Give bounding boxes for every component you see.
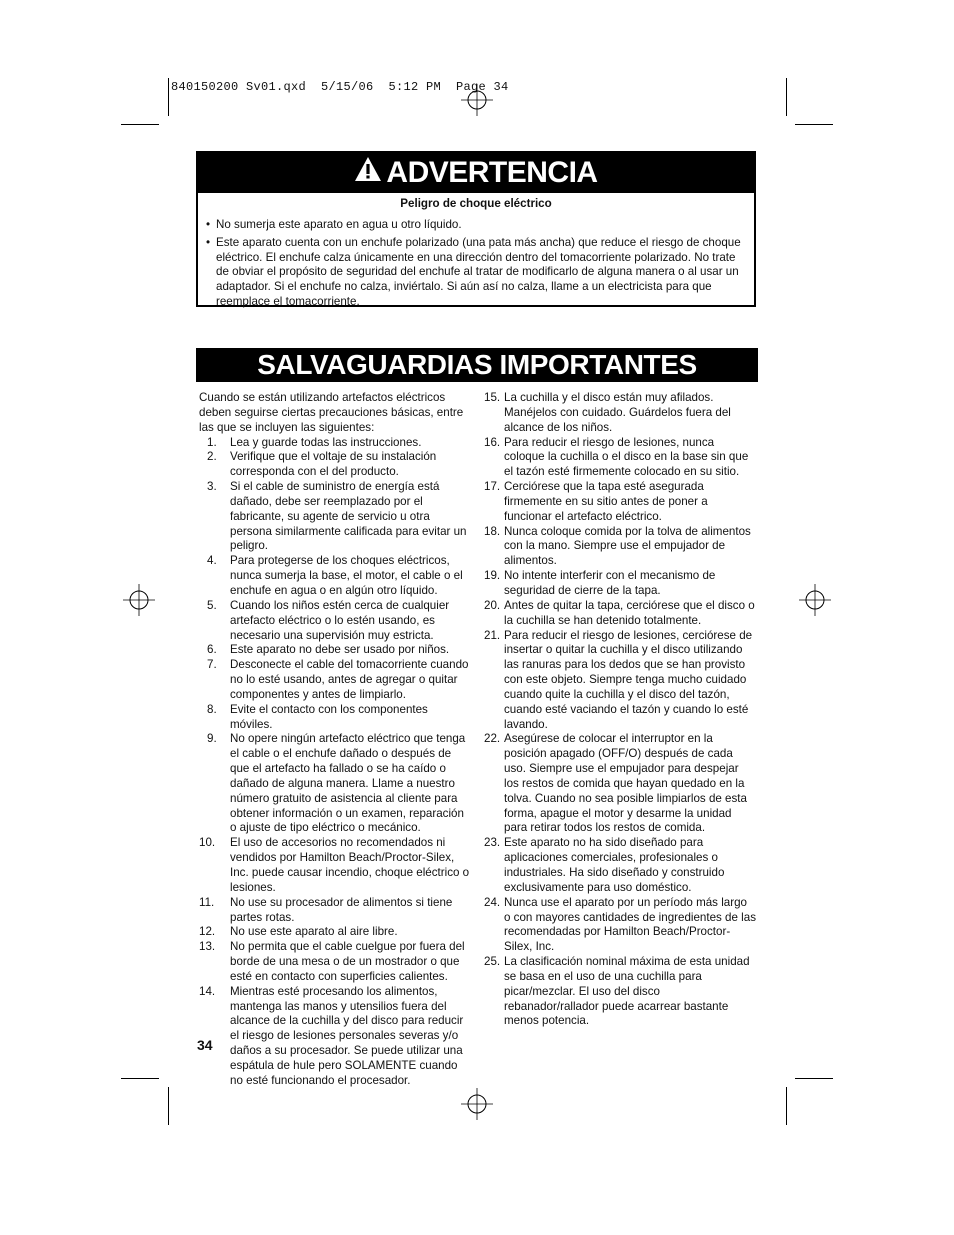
item-text: Evite el contacto con los componentes móviles. bbox=[230, 702, 428, 731]
warning-header bbox=[198, 153, 754, 193]
item-text: Lea y guarde todas las instrucciones. bbox=[230, 435, 422, 449]
list-item bbox=[484, 955, 756, 1029]
list-item bbox=[484, 836, 756, 895]
file-slug: 840150200 Sv01.qxd 5/15/06 5:12 PM Page 34 bbox=[171, 80, 509, 94]
list-item bbox=[199, 436, 471, 451]
safeguards-right-column bbox=[484, 391, 756, 1029]
item-number: 6. bbox=[207, 643, 217, 657]
item-number: 20. bbox=[484, 598, 501, 612]
list-item bbox=[199, 480, 471, 554]
list-item bbox=[199, 658, 471, 703]
list-item bbox=[199, 985, 471, 1089]
list-item bbox=[484, 525, 756, 570]
item-number: 1. bbox=[207, 435, 217, 449]
warning-title: ADVERTENCIA bbox=[386, 156, 598, 189]
crop-mark bbox=[168, 78, 169, 116]
list-item bbox=[199, 836, 471, 895]
list-item bbox=[199, 554, 471, 599]
warning-triangle-icon bbox=[354, 156, 382, 190]
safeguards-intro: Cuando se están utilizando artefactos eléctricos deben seguirse ciertas precauciones básicas, entre las que se incluyen las siguientes: bbox=[199, 391, 464, 434]
item-text: Cuando los niños estén cerca de cualquier artefacto eléctrico o lo estén usando, es necesario una supervisión muy estricta. bbox=[230, 598, 450, 642]
list-item bbox=[484, 391, 756, 436]
warning-bullet: • No sumerja este aparato en agua u otro líquido. bbox=[206, 217, 462, 231]
item-text: Cerciórese que la tapa esté asegurada firmemente en su sitio antes de poner a funcionar el artefacto eléctrico. bbox=[504, 480, 708, 523]
item-text: Verifique que el voltaje de su instalación corresponda con el del producto. bbox=[230, 450, 437, 479]
item-number: 5. bbox=[207, 598, 217, 612]
item-number: 12. bbox=[199, 925, 216, 939]
crop-mark bbox=[795, 1078, 833, 1079]
crop-mark bbox=[121, 124, 159, 125]
item-text: No opere ningún artefacto eléctrico que tenga el cable o el enchufe dañado o después de que el artefacto ha fallado o se ha caído o dañado de alguna manera. Llame a nuestro número gratuito de asistencia al cliente para obtener información o un examen, reparación o ajuste de tipo eléctrico o mecánico. bbox=[230, 732, 466, 835]
list-item bbox=[199, 925, 471, 940]
registration-mark-icon bbox=[123, 584, 155, 616]
list-item bbox=[199, 450, 471, 480]
list-item bbox=[199, 940, 471, 985]
item-number: 25. bbox=[484, 955, 501, 969]
item-number: 9. bbox=[207, 732, 217, 746]
item-number: 13. bbox=[199, 940, 216, 954]
list-item bbox=[484, 569, 756, 599]
registration-mark-icon bbox=[461, 1088, 493, 1120]
list-item bbox=[199, 643, 471, 658]
item-number: 19. bbox=[484, 569, 501, 583]
item-number: 18. bbox=[484, 524, 501, 538]
item-text: Mientras esté procesando los alimentos, mantenga las manos y utensilios fuera del alcance de la cuchilla y del disco para reducir el riesgo de lesiones personales severas y/o daños a su procesador. Se puede utilizar una espátula de hule pero SOLAMENTE cuando no esté funcionando el procesador. bbox=[230, 984, 464, 1087]
item-text: Si el cable de suministro de energía está dañado, debe ser reemplazado por el fabricante, su agente de servicio u otra persona similarmente calificada para evitar un peligro. bbox=[230, 480, 467, 553]
item-number: 11. bbox=[199, 895, 215, 909]
list-item bbox=[199, 896, 471, 926]
item-number: 17. bbox=[484, 480, 501, 494]
crop-mark bbox=[121, 1078, 159, 1079]
crop-mark bbox=[795, 124, 833, 125]
item-number: 15. bbox=[484, 391, 501, 404]
item-text: Este aparato no ha sido diseñado para aplicaciones comerciales, profesionales o industriales. Ha sido diseñado y construido exclusivamente para uso doméstico. bbox=[504, 836, 725, 894]
item-text: La cuchilla y el disco están muy afilados. Manéjelos con cuidado. Guárdelos fuera del alcance de los niños. bbox=[504, 391, 731, 434]
item-text: Para reducir el riesgo de lesiones, cerciórese de insertar o quitar la cuchilla y el disco utilizando las ranuras para los dedos que se han provisto con este objeto. Siempre tenga mucho cuidado cuando quite la cuchilla y el disco del tazón, cuando esté vaciando el tazón y cuando lo esté lavando. bbox=[504, 628, 753, 731]
list-item bbox=[199, 599, 471, 644]
item-text: Nunca use el aparato por un período más largo o con mayores cantidades de ingredientes de las recomendadas por Hamilton Beach/Proctor-Silex, Inc. bbox=[504, 895, 756, 954]
crop-mark bbox=[786, 1087, 787, 1125]
item-number: 8. bbox=[207, 702, 217, 716]
item-text: Para reducir el riesgo de lesiones, nunca coloque la cuchilla o el disco en la base sin que el tazón esté firmemente colocado en su sitio. bbox=[504, 435, 749, 479]
item-number: 23. bbox=[484, 836, 501, 850]
registration-mark-icon bbox=[461, 84, 493, 116]
item-text: Asegúrese de colocar el interruptor en la posición apagado (OFF/O) después de cada uso. Siempre use el empujador para despejar los restos de comida que hayan quedado en la tolva. Cuando no sea posible limpiarlos de esta forma, apague el motor y desarme la unidad para retirar todos los restos de comida. bbox=[504, 732, 747, 835]
item-text: Desconecte el cable del tomacorriente cuando no lo esté usando, antes de agregar o quitar componentes y antes de limpiarlo. bbox=[230, 658, 469, 701]
item-number: 4. bbox=[207, 554, 217, 568]
item-text: Este aparato no debe ser usado por niños. bbox=[230, 643, 450, 657]
item-number: 7. bbox=[207, 658, 217, 672]
crop-mark bbox=[168, 1087, 169, 1125]
item-text: Para protegerse de los choques eléctricos, nunca sumerja la base, el motor, el cable o el enchufe en agua o en algún otro líquido. bbox=[230, 554, 463, 597]
registration-mark-icon bbox=[799, 584, 831, 616]
item-text: Nunca coloque comida por la tolva de alimentos con la mano. Siempre use el empujador de alimentos. bbox=[504, 524, 751, 568]
safeguards-header: SALVAGUARDIAS IMPORTANTES bbox=[196, 348, 758, 382]
warning-body bbox=[198, 193, 754, 309]
warning-box bbox=[196, 151, 756, 307]
list-item bbox=[484, 732, 756, 836]
item-text: No intente interferir con el mecanismo de seguridad de cierre de la tapa. bbox=[504, 569, 716, 597]
list-item bbox=[199, 703, 471, 733]
item-number: 10. bbox=[199, 836, 216, 850]
list-item bbox=[484, 599, 756, 629]
list-item bbox=[484, 896, 756, 955]
page-number: 34 bbox=[197, 1037, 213, 1053]
list-item bbox=[199, 732, 471, 836]
safeguards-left-column bbox=[199, 391, 471, 1089]
list-item bbox=[484, 629, 756, 733]
warning-bullet: • Este aparato cuenta con un enchufe polarizado (una pata más ancha) que reduce el riesgo de choque eléctrico. El enchufe calza únicamente en una dirección dentro del tomacorriente polarizado. No trate de obviar el propósito de seguridad del enchufe al tratar de modificarlo de alguna manera o al usar un adaptador. Si el enchufe no calza, inviértalo. Si aún así no calza, llame a un electricista para que reemplace el tomacorriente. bbox=[206, 236, 741, 308]
item-text: La clasificación nominal máxima de esta unidad se basa en el uso de una cuchilla para picar/mezclar. El uso del disco rebanador/rallador puede acarrear bastante menos potencia. bbox=[504, 955, 750, 1028]
item-number: 14. bbox=[199, 984, 216, 998]
item-text: Antes de quitar la tapa, cerciórese que el disco o la cuchilla se han detenido totalmente. bbox=[504, 598, 755, 627]
item-number: 22. bbox=[484, 732, 501, 746]
item-text: No use su procesador de alimentos si tiene partes rotas. bbox=[230, 895, 453, 924]
warning-subtitle: Peligro de choque eléctrico bbox=[400, 197, 552, 210]
item-text: No permita que el cable cuelgue por fuera del borde de una mesa o de un mostrador o que esté en contacto con superficies calientes. bbox=[230, 940, 465, 983]
list-item bbox=[484, 480, 756, 525]
crop-mark bbox=[786, 78, 787, 116]
item-number: 2. bbox=[207, 450, 217, 464]
item-text: No use este aparato al aire libre. bbox=[230, 925, 398, 939]
item-number: 21. bbox=[484, 628, 501, 642]
item-text: El uso de accesorios no recomendados ni vendidos por Hamilton Beach/Proctor-Silex, Inc. puede causar incendio, choque eléctrico o lesiones. bbox=[230, 836, 470, 894]
list-item bbox=[484, 436, 756, 481]
item-number: 24. bbox=[484, 895, 501, 909]
item-number: 16. bbox=[484, 435, 501, 449]
item-number: 3. bbox=[207, 480, 217, 494]
